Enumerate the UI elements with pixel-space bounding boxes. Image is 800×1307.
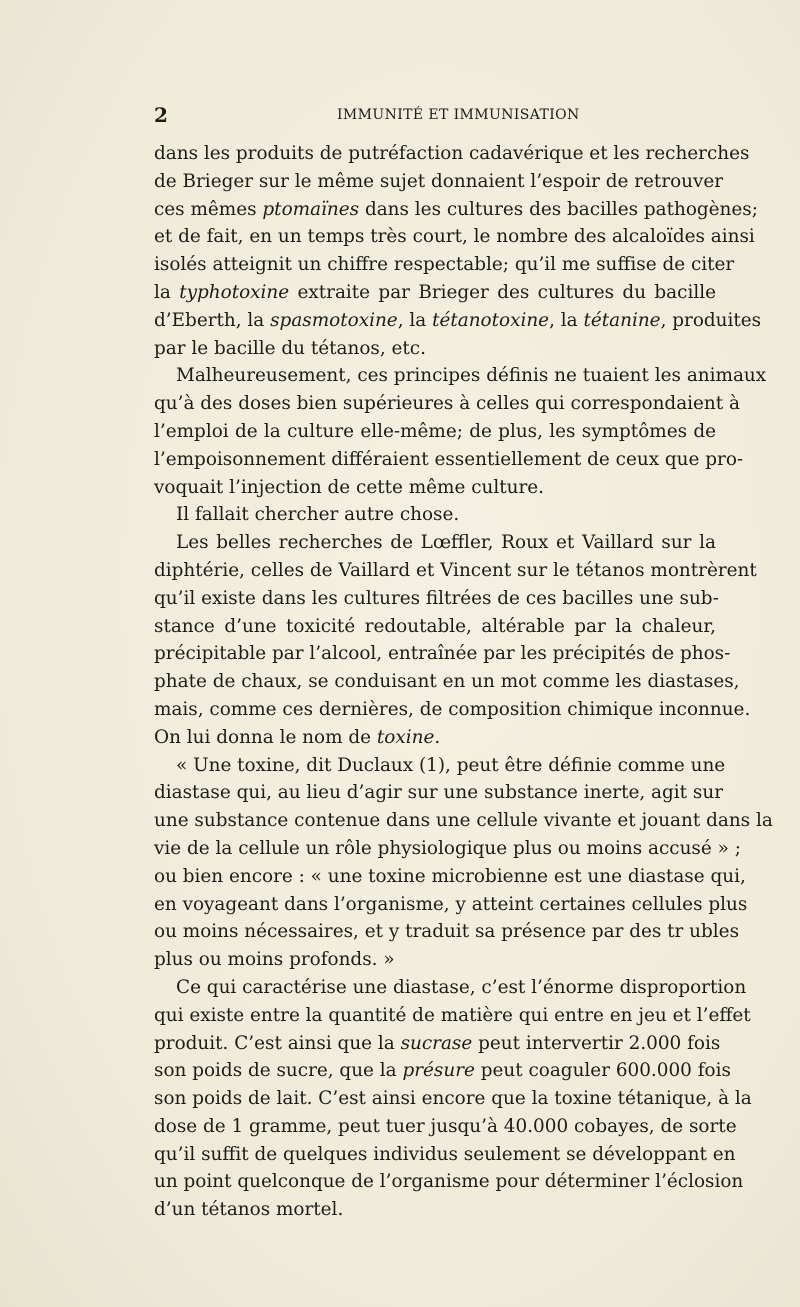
text-line: son poids de lait. C’est ainsi encore que la toxine tétanique, à la	[154, 1088, 752, 1110]
italic-term: ptomaïnes	[262, 198, 360, 220]
text-line: « Une toxine, dit Duclaux (1), peut être définie comme une	[176, 754, 726, 776]
text-line: qu’il suffit de quelques individus seulement se développant en	[154, 1143, 736, 1165]
text-line: et de fait, en un temps très court, le nombre des alcaloïdes ainsi	[154, 226, 755, 248]
text-line: On lui donna le nom de toxine.	[154, 726, 441, 748]
running-head	[154, 103, 714, 127]
body-text	[154, 140, 773, 1224]
text-line: stance d’une toxicité redoutable, altérable par la chaleur,	[154, 615, 716, 637]
text-line: la typhotoxine extraite par Brieger des cultures du bacille	[154, 281, 716, 303]
text-line: Malheureusement, ces principes définis ne tuaient les animaux	[176, 365, 767, 387]
text-line: un point quelconque de l’organisme pour déterminer l’éclosion	[154, 1171, 744, 1193]
text-line: Les belles recherches de Lœffler, Roux et Vaillard sur la	[176, 532, 716, 554]
text-line: d’Eberth, la spasmotoxine, la tétanotoxine, la tétanine, produites	[154, 309, 762, 331]
italic-term: typhotoxine	[179, 281, 290, 303]
text-line: l’emploi de la culture elle-même; de plus, les symptômes de	[154, 420, 716, 442]
text-line: mais, comme ces dernières, de composition chimique inconnue.	[154, 698, 751, 720]
text-line: dans les produits de putréfaction cadavérique et les recherches	[154, 143, 750, 164]
italic-term: toxine	[376, 726, 435, 748]
running-head-title: IMMUNITÉ ET IMMUNISATION	[337, 107, 580, 123]
text-line: qu’il existe dans les cultures filtrées de ces bacilles une sub-	[154, 587, 719, 609]
italic-term: tétanotoxine	[432, 309, 550, 331]
page-number: 2	[154, 103, 168, 127]
text-line: diastase qui, au lieu d’agir sur une substance inerte, agit sur	[154, 782, 723, 804]
text-line: par le bacille du tétanos, etc.	[154, 337, 426, 359]
text-line: son poids de sucre, que la présure peut coaguler 600.000 fois	[154, 1060, 731, 1082]
text-line: vie de la cellule un rôle physiologique plus ou moins accusé » ;	[154, 837, 741, 859]
text-line: isolés atteignit un chiffre respectable; qu’il me suffise de citer	[154, 254, 735, 276]
text-line: phate de chaux, se conduisant en un mot comme les diastases,	[154, 671, 740, 693]
text-line: ou bien encore : « une toxine microbienne est une diastase qui,	[154, 865, 746, 887]
text-line: Il fallait chercher autre chose.	[176, 504, 460, 526]
italic-term: présure	[402, 1060, 475, 1082]
text-line: plus ou moins profonds. »	[154, 949, 395, 971]
text-line: Ce qui caractérise une diastase, c’est l’énorme disproportion	[176, 976, 747, 998]
text-line: dose de 1 gramme, peut tuer jusqu’à 40.000 cobayes, de sorte	[154, 1115, 737, 1137]
italic-term: spasmotoxine	[270, 309, 398, 331]
text-line: produit. C’est ainsi que la sucrase peut intervertir 2.000 fois	[154, 1032, 721, 1054]
text-line: ou moins nécessaires, et y traduit sa présence par des tr ubles	[154, 921, 740, 943]
text-line: d’un tétanos mortel.	[154, 1199, 344, 1221]
text-line: ces mêmes ptomaïnes dans les cultures des bacilles pathogènes;	[154, 198, 758, 220]
text-line: qui existe entre la quantité de matière qui entre en jeu et l’effet	[154, 1004, 751, 1026]
text-line: une substance contenue dans une cellule vivante et jouant dans la	[154, 810, 773, 832]
text-line: de Brieger sur le même sujet donnaient l’espoir de retrouver	[154, 170, 724, 192]
text-line: diphtérie, celles de Vaillard et Vincent sur le tétanos montrèrent	[154, 559, 757, 581]
italic-term: sucrase	[400, 1032, 473, 1054]
text-line: précipitable par l’alcool, entraînée par les précipités de phos-	[154, 643, 731, 665]
text-line: l’empoisonnement différaient essentiellement de ceux que pro-	[154, 448, 744, 470]
italic-term: tétanine	[583, 309, 661, 331]
text-line: voquait l’injection de cette même culture.	[154, 476, 545, 498]
text-line: en voyageant dans l’organisme, y atteint certaines cellules plus	[154, 893, 748, 915]
text-line: qu’à des doses bien supérieures à celles qui correspondaient à	[154, 393, 740, 415]
